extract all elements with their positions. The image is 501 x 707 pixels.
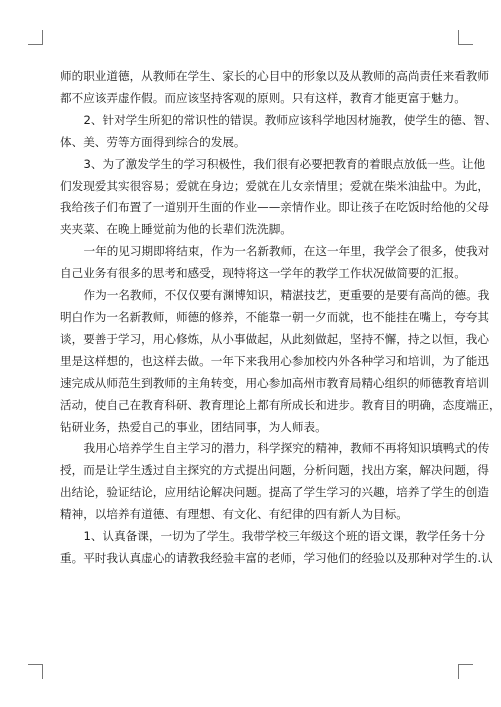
text-line: 一年的见习期即将结束，作为一名新教师，在这一年里，我学会了很多，使我对: [83, 244, 490, 259]
text-line: 自己业务有很多的思考和感受，现特将这一学年的教学工作状况做简要的汇报。: [60, 266, 466, 281]
text-line: 1、认真备课，一切为了学生。我带学校三年级这个班的语文课，教学任务十分: [83, 529, 486, 544]
crop-mark-top-left: [28, 30, 43, 45]
text-line: 里是这样想的，也这样去做。一年下来我用心参加校内外各种学习和培训，为了能迅: [60, 353, 489, 368]
document-page: [60, 66, 501, 570]
text-line: 师的职业道德，从教师在学生、家长的心目中的形象以及从教师的高尚责任来看教师: [60, 69, 489, 83]
text-line: 出结论，验证结论，应用结论解决问题。提高了学生学习的兴趣，培养了学生的创造: [60, 485, 489, 500]
text-line: 速完成从师范生到教师的主角转变，用心参加高州市教育局精心组织的师德教育培训: [60, 375, 489, 390]
text-line: 作为一名教师，不仅仅要有渊博知识，精湛技艺，更重要的是要有高尚的德。我: [83, 288, 490, 303]
text-line: 2、针对学生所犯的常识性的错误。教师应该科学地因材施教，使学生的德、智、: [83, 112, 497, 127]
text-line: 体、美、劳等方面得到综合的发展。: [60, 134, 246, 149]
text-line: 明白作为一名新教师，师德的修养，不能靠一朝一夕而就，也不能挂在嘴上，夸夸其: [60, 309, 489, 324]
text-line: 活动，使自己在教育科研、教育理论上都有所成长和进步。教育目的明确，态度端正，: [60, 397, 501, 412]
text-line: 谈，要善于学习，用心修炼，从小事做起，从此刻做起，坚持不懈，持之以恒，我心: [60, 331, 489, 346]
text-line: 我用心培养学生自主学习的潜力，科学探究的精神，教师不再将知识填鸭式的传: [83, 441, 490, 456]
text-line: 夹夹菜、在晚上睡觉前为他的长辈们洗洗脚。: [60, 222, 292, 237]
crop-mark-bottom-left: [28, 664, 43, 679]
crop-mark-bottom-right: [458, 664, 473, 679]
crop-mark-top-right: [458, 30, 473, 45]
text-line: 钻研业务，热爱自己的事业，团结同事，为人师表。: [60, 419, 327, 434]
text-line: 重。平时我认真虚心的请教我经验丰富的老师，学习他们的经验以及那种对学生的.认: [60, 550, 493, 565]
text-line: 授，而是让学生透过自主探究的方式提出问题，分析问题，找出方案，解决问题，得: [60, 463, 489, 478]
text-line: 精神，以培养有道德、有理想、有文化、有纪律的四有新人为目标。: [60, 507, 408, 522]
text-line: 都不应该弄虚作假。而应该坚持客观的原则。只有这样，教育才能更富于魅力。: [60, 90, 466, 105]
text-line: 3、为了激发学生的学习积极性，我们很有必要把教育的着眼点放低一些。让他: [83, 156, 486, 171]
text-line: 我给孩子们布置了一道别开生面的作业——亲情作业。即让孩子在吃饭时给他的父母: [60, 200, 489, 215]
text-line: 们发现爱其实很容易；爱就在身边；爱就在儿女亲情里；爱就在柴米油盐中。为此，: [60, 178, 489, 193]
